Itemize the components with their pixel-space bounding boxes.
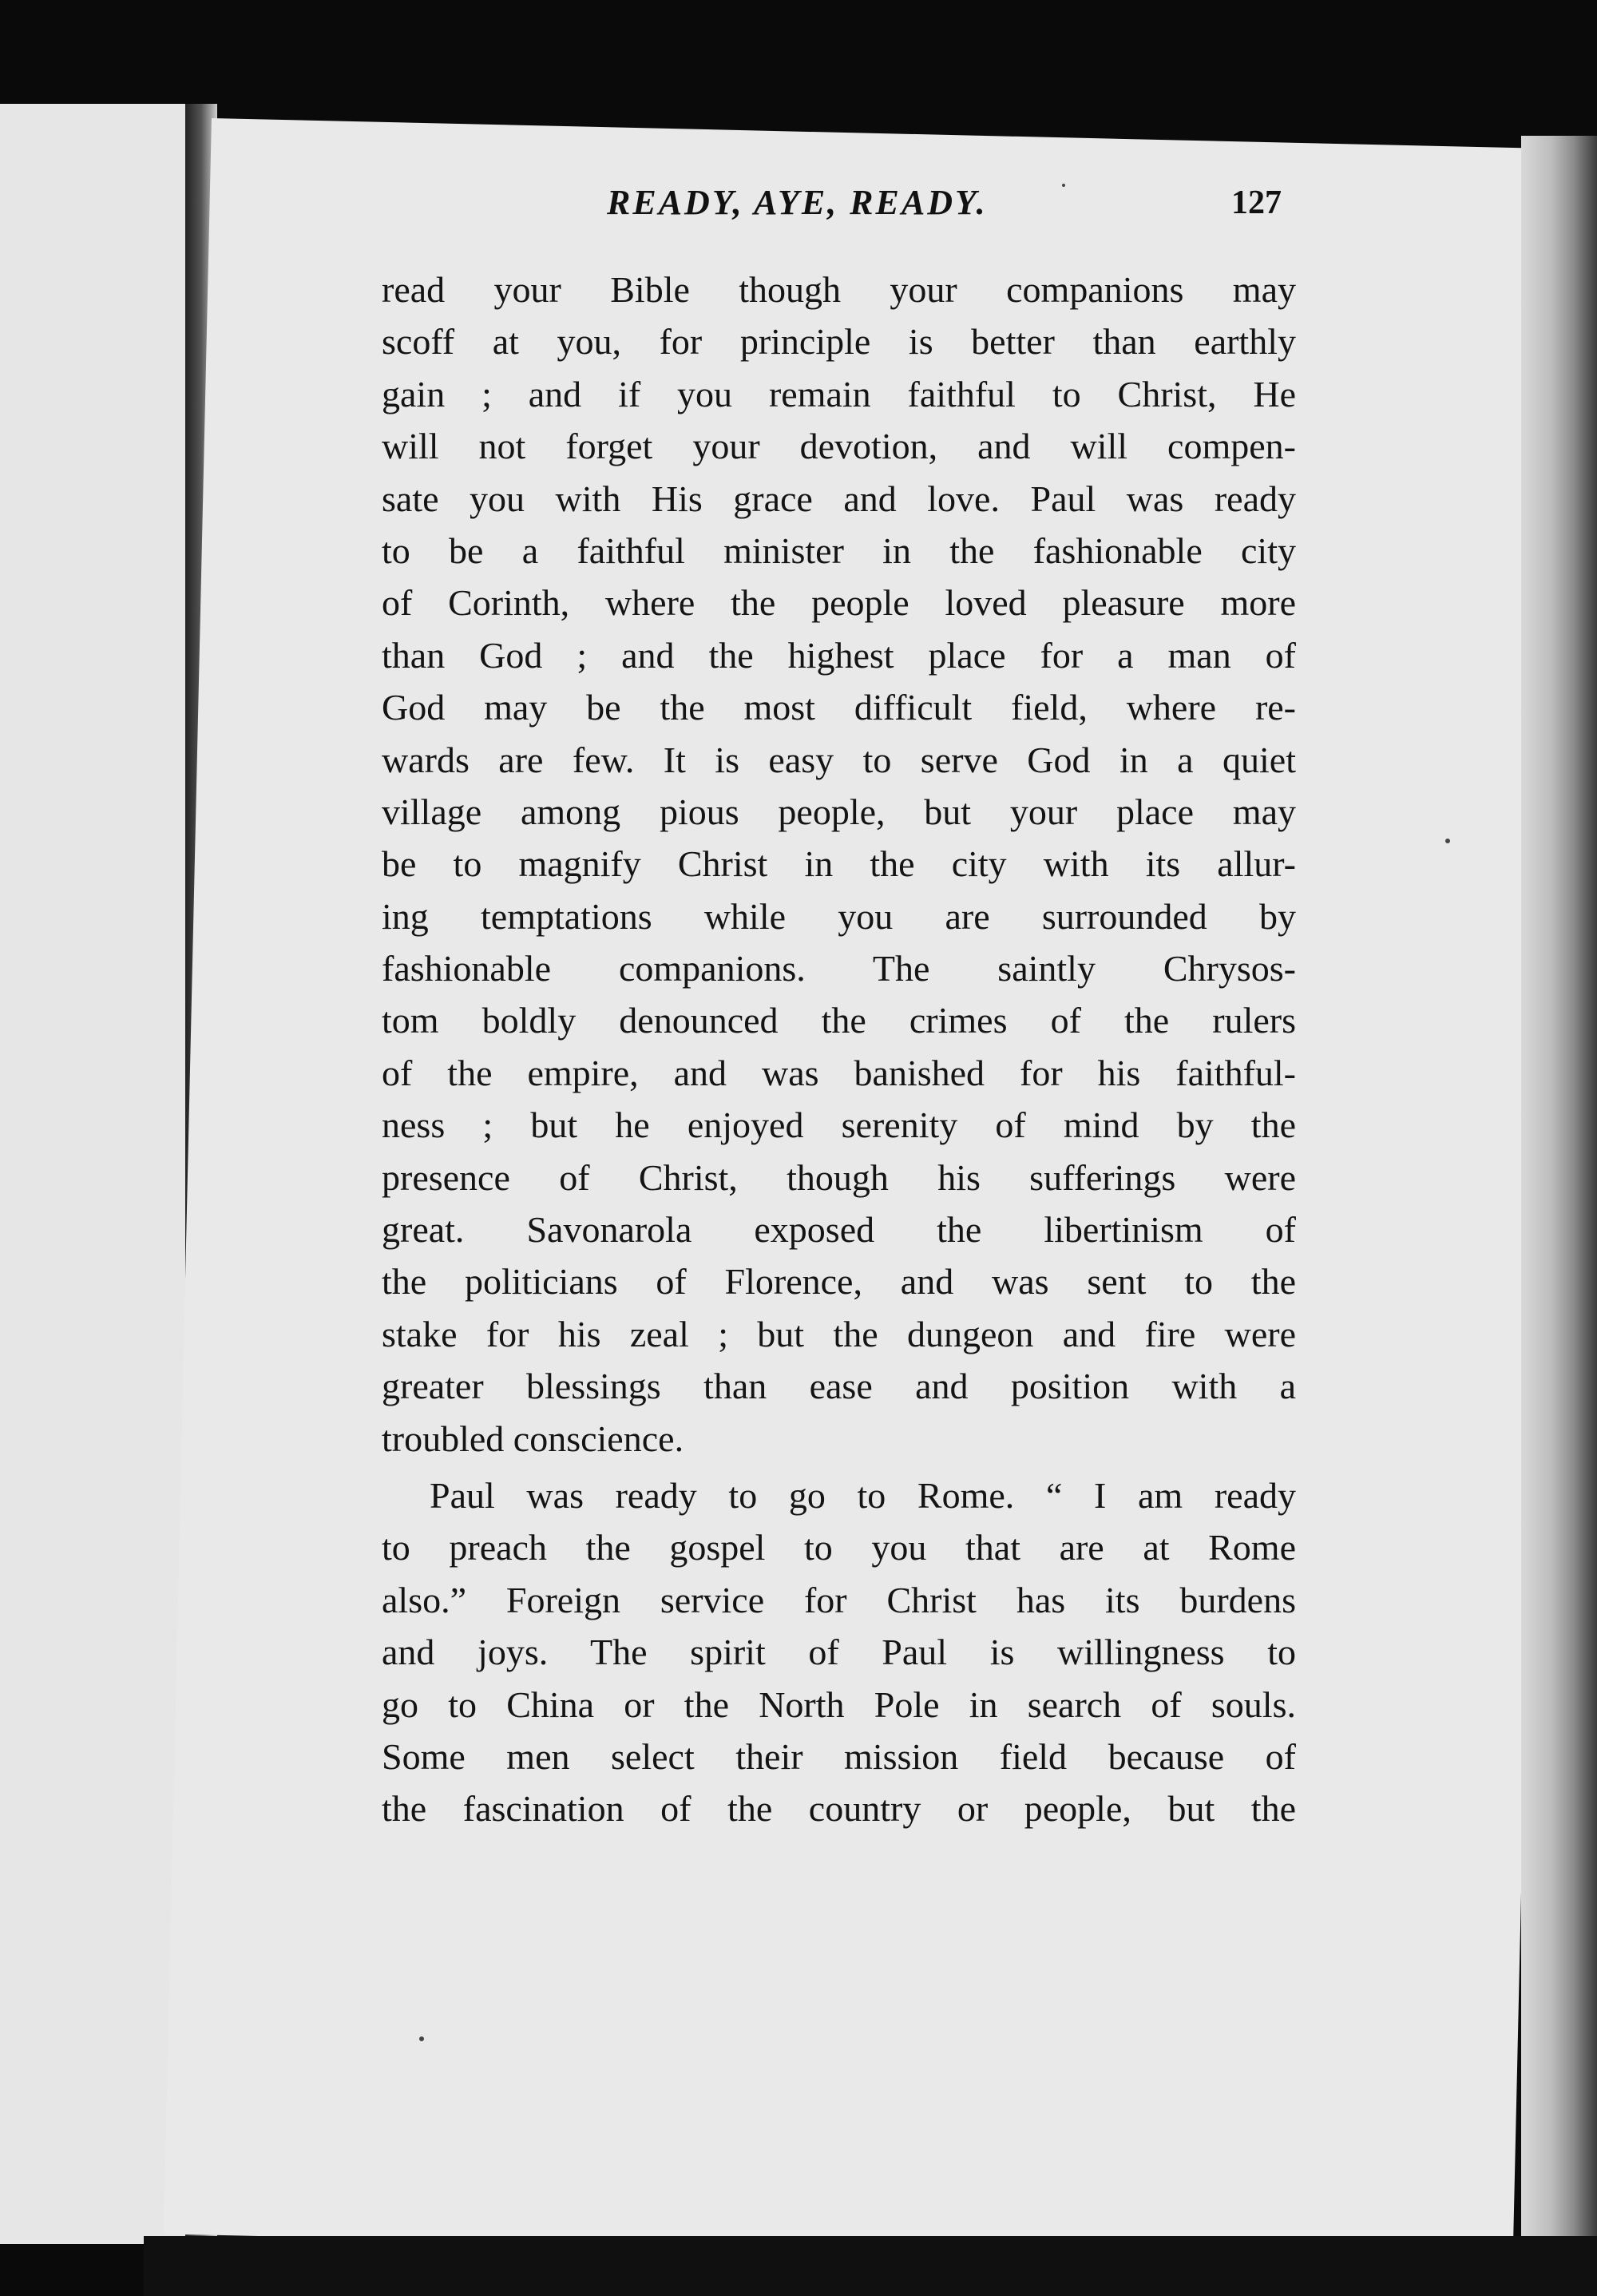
text-line: stake for his zeal ; but the dungeon and fire were (382, 1313, 1296, 1354)
text-line: gain ; and if you remain faithful to Christ, He (382, 373, 1296, 414)
text-line: village among pious people, but your place may (382, 791, 1296, 832)
text-line: troubled conscience. (382, 1418, 684, 1459)
scan-speck (419, 2036, 424, 2041)
page-number: 127 (1231, 184, 1282, 221)
facing-page-edge (0, 104, 190, 2244)
text-line: Some men select their mission field because of (382, 1735, 1296, 1777)
scan-speck (1062, 184, 1065, 187)
text-line: wards are few. It is easy to serve God in a quiet (382, 739, 1296, 780)
running-head-title: READY, AYE, READY. (607, 183, 988, 222)
text-line: of Corinth, where the people loved pleasure more (382, 582, 1296, 624)
text-line: also.” Foreign service for Christ has its burdens (382, 1579, 1296, 1620)
text-line: the fascination of the country or people, but the (382, 1788, 1296, 1830)
text-line: ing temptations while you are surrounded by (382, 895, 1296, 937)
text-line: go to China or the North Pole in search of souls. (382, 1683, 1296, 1725)
text-line: Paul was ready to go to Rome. “ I am ready (430, 1474, 1296, 1516)
text-line: will not forget your devotion, and will compen- (382, 426, 1296, 467)
text-line: sate you with His grace and love. Paul was ready (382, 478, 1296, 519)
text-line: ness ; but he enjoyed serenity of mind by the (382, 1104, 1296, 1146)
text-line: fashionable companions. The saintly Chrysos- (382, 948, 1296, 989)
text-line: great. Savonarola exposed the libertinism of (382, 1209, 1296, 1251)
text-line: of the empire, and was banished for his faithful- (382, 1052, 1296, 1093)
text-line: than God ; and the highest place for a man of (382, 634, 1296, 676)
text-line: presence of Christ, though his sufferings were (382, 1156, 1296, 1198)
text-line: greater blessings than ease and position with a (382, 1366, 1296, 1407)
scan-speck (1445, 839, 1450, 843)
text-line: read your Bible though your companions may (382, 269, 1296, 310)
text-line: God may be the most difficult field, where re- (382, 687, 1296, 728)
body-text (382, 264, 1296, 1835)
text-line: tom boldly denounced the crimes of the rulers (382, 1000, 1296, 1041)
page-fore-edge (1521, 136, 1597, 2296)
text-line: to preach the gospel to you that are at Rome (382, 1527, 1296, 1568)
running-head (383, 182, 1282, 246)
text-line: scoff at you, for principle is better than earthly (382, 321, 1296, 363)
paragraph-2 (382, 1469, 1296, 1835)
text-line: to be a faithful minister in the fashionable city (382, 529, 1296, 571)
scan-border-bottom (144, 2236, 1597, 2296)
text-line: be to magnify Christ in the city with its allur- (382, 843, 1296, 885)
paragraph-1 (382, 264, 1296, 1465)
text-line: the politicians of Florence, and was sent to the (382, 1261, 1296, 1303)
text-line: and joys. The spirit of Paul is willingness to (382, 1632, 1296, 1673)
